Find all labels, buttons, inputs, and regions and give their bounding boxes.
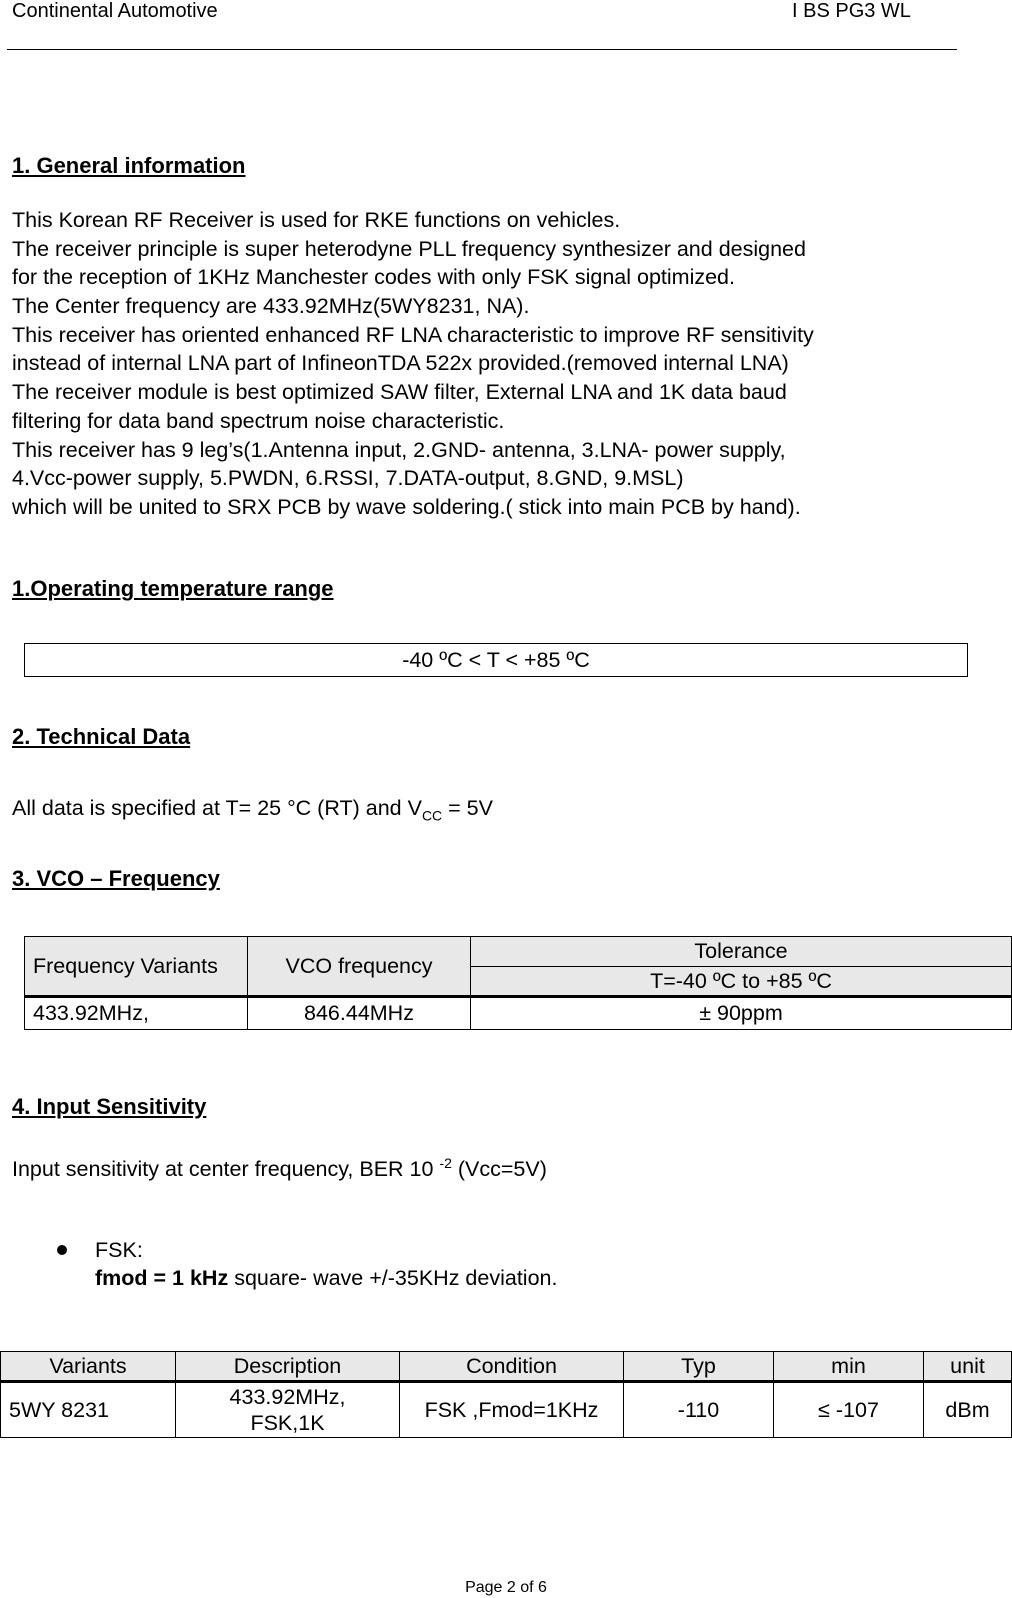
vco-cell-frequency: 846.44MHz	[248, 997, 471, 1030]
sensitivity-text	[12, 1149, 547, 1184]
sens-cell-typ: -110	[624, 1382, 774, 1438]
tech-text-prefix: All data is specified at T= 25 °C (RT) and V	[12, 796, 422, 820]
fmod-rest: square- wave +/-35KHz deviation.	[228, 1266, 558, 1290]
page-number: Page 2 of 6	[465, 1579, 547, 1596]
general-line: 4.Vcc-power supply, 5.PWDN, 6.RSSI, 7.DATA-output, 8.GND, 9.MSL)	[12, 466, 684, 491]
fmod-bold: fmod = 1 kHz	[95, 1266, 229, 1290]
tech-text-suffix: = 5V	[442, 796, 493, 820]
general-line: The receiver principle is super heterodyne PLL frequency synthesizer and designed	[12, 236, 806, 261]
tech-data-text	[12, 794, 493, 830]
general-line: The receiver module is best optimized SAW filter, External LNA and 1K data baud	[12, 380, 787, 405]
temp-range-box: -40 ºC < T < +85 ºC	[24, 643, 968, 677]
vco-cell-tolerance: ± 90ppm	[471, 997, 1012, 1030]
section-sens-title: 4. Input Sensitivity	[12, 1094, 207, 1119]
general-line: for the reception of 1KHz Manchester codes with only FSK signal optimized.	[12, 265, 735, 290]
sens-header-typ: Typ	[624, 1352, 774, 1382]
sens-header-variants: Variants	[1, 1352, 176, 1382]
sens-cell-min: ≤ -107	[774, 1382, 924, 1438]
sens-header-condition: Condition	[400, 1352, 624, 1382]
general-line: This Korean RF Receiver is used for RKE functions on vehicles.	[12, 208, 621, 232]
vco-header-variants: Frequency Variants	[25, 937, 248, 997]
table-row	[25, 997, 1012, 1030]
general-line: This receiver has oriented enhanced RF LNA characteristic to improve RF sensitivity	[12, 322, 814, 347]
vco-cell-variant: 433.92MHz,	[25, 997, 248, 1030]
general-line: which will be united to SRX PCB by wave soldering.( stick into main PCB by hand).	[12, 494, 801, 519]
tech-text-sub: CC	[421, 807, 443, 824]
vco-header-tolerance: Tolerance	[471, 937, 1012, 967]
sens-cell-variant: 5WY 8231	[1, 1382, 176, 1438]
sens-cell-condition: FSK ,Fmod=1KHz	[400, 1382, 624, 1438]
section-general-title: 1. General information	[12, 153, 246, 178]
general-line: filtering for data band spectrum noise characteristic.	[12, 408, 505, 433]
sens-cell-unit: dBm	[924, 1382, 1012, 1438]
sens-header-unit: unit	[924, 1352, 1012, 1382]
section-general-body	[12, 206, 814, 522]
vco-header-temp: T=-40 ºC to +85 ºC	[471, 967, 1012, 997]
bullet-fmod-line	[95, 1264, 557, 1293]
sens-text-prefix: Input sensitivity at center frequency, BER 10	[12, 1157, 440, 1182]
table-row	[1, 1382, 1012, 1438]
sens-text-sup: -2	[439, 1155, 452, 1171]
section-vco-title: 3. VCO – Frequency	[12, 866, 220, 891]
sens-cell-description: 433.92MHz, FSK,1K	[176, 1382, 400, 1438]
header-company: Continental Automotive	[12, 0, 218, 22]
section-tech-title: 2. Technical Data	[12, 724, 191, 749]
header-department: I BS PG3 WL	[792, 0, 911, 22]
sens-text-suffix: (Vcc=5V)	[451, 1157, 547, 1182]
general-line: This receiver has 9 leg’s(1.Antenna input, 2.GND- antenna, 3.LNA- power supply,	[12, 437, 786, 462]
general-line: instead of internal LNA part of InfineonTDA 522x provided.(removed internal LNA)	[12, 351, 789, 376]
sens-header-description: Description	[176, 1352, 400, 1382]
bullet-dot	[57, 1245, 67, 1255]
header-divider	[7, 49, 957, 50]
vco-header-vco: VCO frequency	[248, 937, 471, 997]
sensitivity-table	[0, 1351, 1012, 1438]
sens-header-min: min	[774, 1352, 924, 1382]
bullet-fsk-label: FSK:	[95, 1238, 143, 1262]
section-temp-title: 1.Operating temperature range	[12, 576, 334, 601]
general-line: The Center frequency are 433.92MHz(5WY8231, NA).	[12, 294, 530, 319]
vco-table	[24, 936, 1012, 1030]
